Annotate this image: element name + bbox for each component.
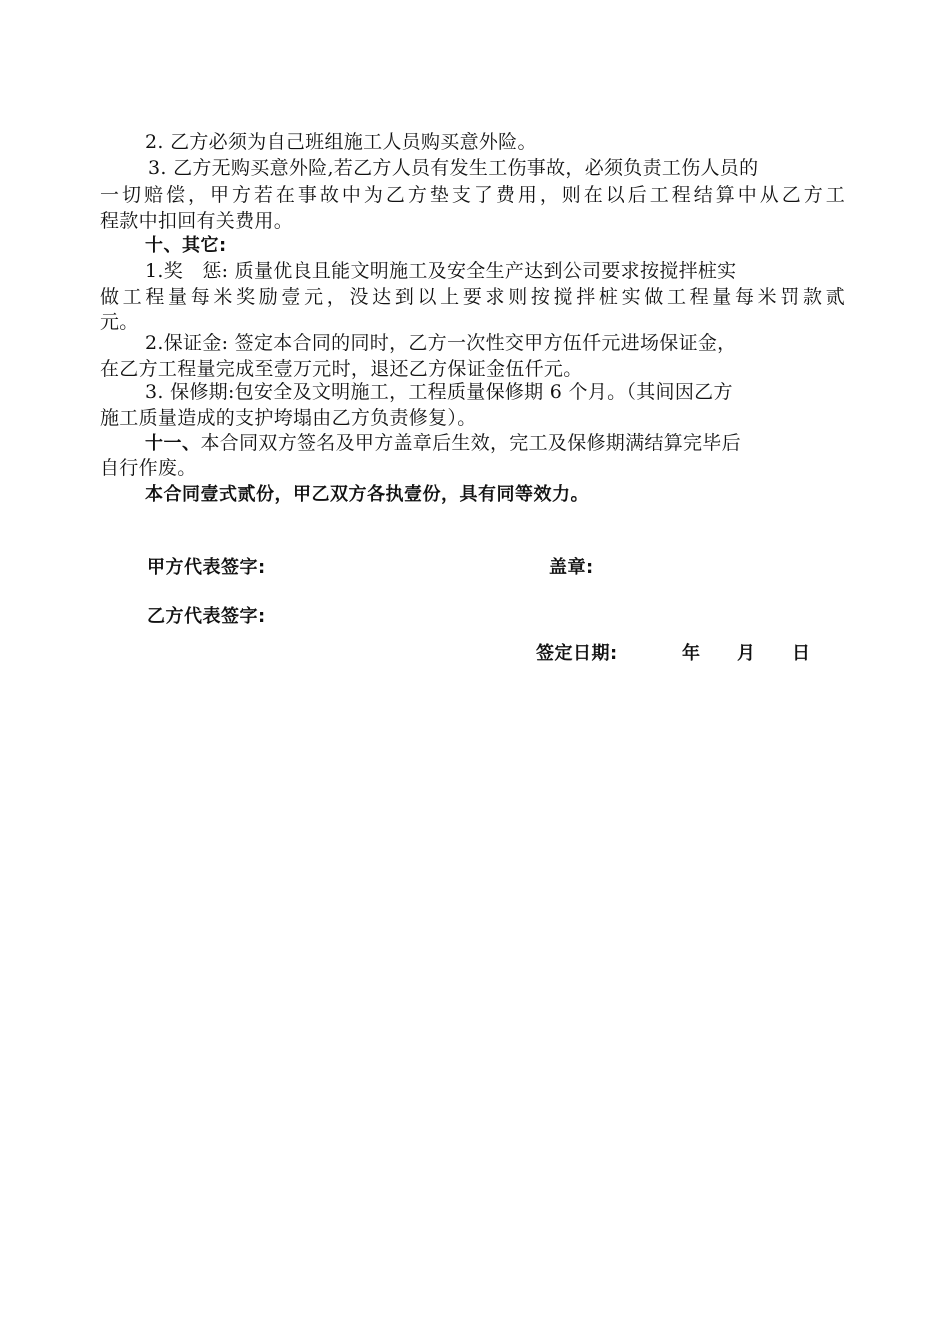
warranty-line-2: 施工质量造成的支护垮塌由乙方负责修复）。 [100,407,477,429]
section-11-text: 本合同双方签名及甲方盖章后生效，完工及保修期满结算完毕后 [200,432,741,454]
section-11-line-2: 自行作废。 [100,457,197,479]
deposit-line-2: 在乙方工程量完成至壹万元时，退还乙方保证金伍仟元。 [100,358,583,380]
section-11-heading: 十一、 [145,433,201,454]
section-11-line-1 [145,431,845,456]
deposit-line-1: 2.保证金: 签定本合同的同时，乙方一次性交甲方伍仟元进场保证金， [145,332,737,354]
clause-item-2: 2. 乙方必须为自己班组施工人员购买意外险。 [145,131,537,153]
signing-date-label: 签定日期: [536,643,618,664]
date-month-label: 月 [737,643,755,664]
copies-statement: 本合同壹式贰份，甲乙双方各执壹份，具有同等效力。 [145,484,589,505]
reward-line-1: 1.奖 惩: 质量优良且能文明施工及安全生产达到公司要求按搅拌桩实 [145,260,737,282]
clause-item-3-line-3: 程款中扣回有关费用。 [100,210,294,232]
date-year-label: 年 [682,643,700,664]
clause-item-3-line-2: 一切赔偿，甲方若在事故中为乙方垫支了费用，则在以后工程结算中从乙方工 [100,184,845,206]
party-b-signature-label: 乙方代表签字: [147,606,266,627]
date-day-label: 日 [792,643,810,664]
clause-item-3-line-1: 3. 乙方无购买意外险,若乙方人员有发生工伤事故，必须负责工伤人员的 [148,157,759,179]
party-a-signature-label: 甲方代表签字: [147,557,266,578]
reward-line-2: 做工程量每米奖励壹元，没达到以上要求则按搅拌桩实做工程量每米罚款贰 [100,286,845,308]
seal-label: 盖章: [549,557,594,578]
warranty-line-1: 3. 保修期:包安全及文明施工，工程质量保修期 6 个月。（其间因乙方 [145,381,733,403]
reward-line-3: 元。 [100,311,139,333]
section-10-heading: 十、其它: [145,235,227,256]
